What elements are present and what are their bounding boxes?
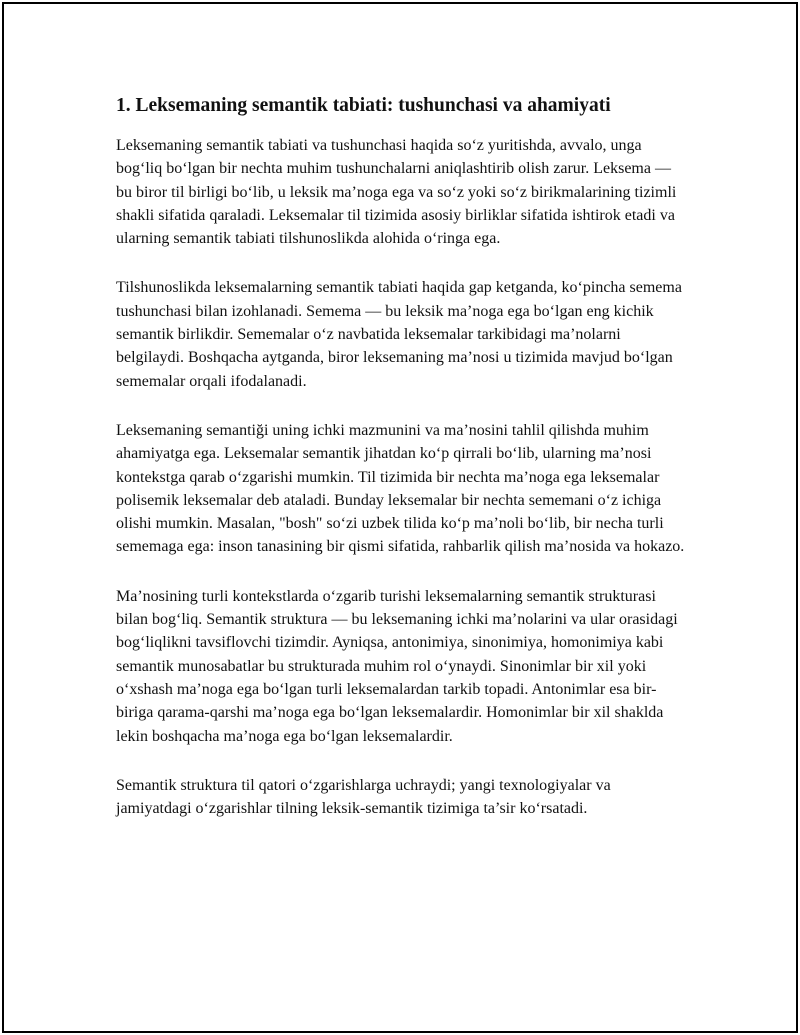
document-title: 1. Leksemaning semantik tabiati: tushunchasi va ahamiyati bbox=[116, 95, 611, 116]
paragraph-5: Semantik struktura til qatori o‘zgarishlarga uchraydi; yangi texnologiyalar va jamiyatdagi o‘zgarishlar tilning leksik-semantik tizimiga ta’sir ko‘rsatadi. bbox=[116, 776, 611, 818]
paragraph-2: Tilshunoslikda leksemalarning semantik tabiati haqida gap ketganda, ko‘pincha sememа tushunchasi bilan izohlanadi. Semema — bu leksik ma’noga ega bo‘lgan eng kichik semantik birlikdir. Sememalar o‘z navbatida leksemalar tarkibidagi ma’nolarni belgilaydi. Boshqacha aytganda, biror leksemaning ma’nosi u tizimida mavjud bo‘lgan sememalar orqali ifodalanadi. bbox=[116, 279, 682, 390]
document-body bbox=[116, 92, 686, 846]
paragraph-4: Ma’nosining turli kontekstlarda o‘zgarib turishi leksemalarning semantik strukturasi bilan bog‘liq. Semantik struktura — bu leksemaning ichki ma’nolarini va ular orasidagi bog‘liqlikni tavsiflovchi tizimdir. Ayniqsa, antonimiya, sinonimiya, homonimiya kabi semantik munosabatlar bu strukturada muhim rol o‘ynaydi. Sinonimlar bir xil yoki o‘xshash ma’noga ega bo‘lgan turli leksemalardan tarkib topadi. Antonimlar esa bir-biriga qarama-qarshi ma’noga ega bo‘lgan leksemalardir. Homonimlar bir xil shaklda lekin boshqacha ma’noga ega bo‘lgan leksemalardir. bbox=[116, 587, 678, 745]
paragraph-1: Leksemaning semantik tabiati va tushunchasi haqida so‘z yuritishda, avvalo, unga bog‘liq bo‘lgan bir nechta muhim tushunchalarni aniqlashtirib olish zarur. Leksema — bu biror til birligi bo‘lib, u leksik ma’noga ega va so‘z yoki so‘z birikmalarining tizimli shakli sifatida qaraladi. Leksemalar til tizimida asosiy birliklar sifatida ishtirok etadi va ularning semantik tabiati tilshunoslikda alohida o‘ringa ega. bbox=[116, 137, 677, 248]
paragraph-3: Leksemaning semantiği uning ichki mazmunini va ma’nosini tahlil qilishda muhim ahamiyatga ega. Leksemalar semantik jihatdan ko‘p qirrali bo‘lib, ularning ma’nosi kontekstga qarab o‘zgarishi mumkin. Til tizimida bir nechta ma’noga ega leksemalar polisemik leksemalar deb ataladi. Bunday leksemalar bir nechta sememani o‘z ichiga olishi mumkin. Masalan, "bosh" so‘zi uzbek tilida ko‘p ma’noli bo‘lib, bir necha turli sememaga ega: inson tanasining bir qismi sifatida, rahbarlik qilish ma’nosida va hokazo. bbox=[116, 421, 685, 556]
